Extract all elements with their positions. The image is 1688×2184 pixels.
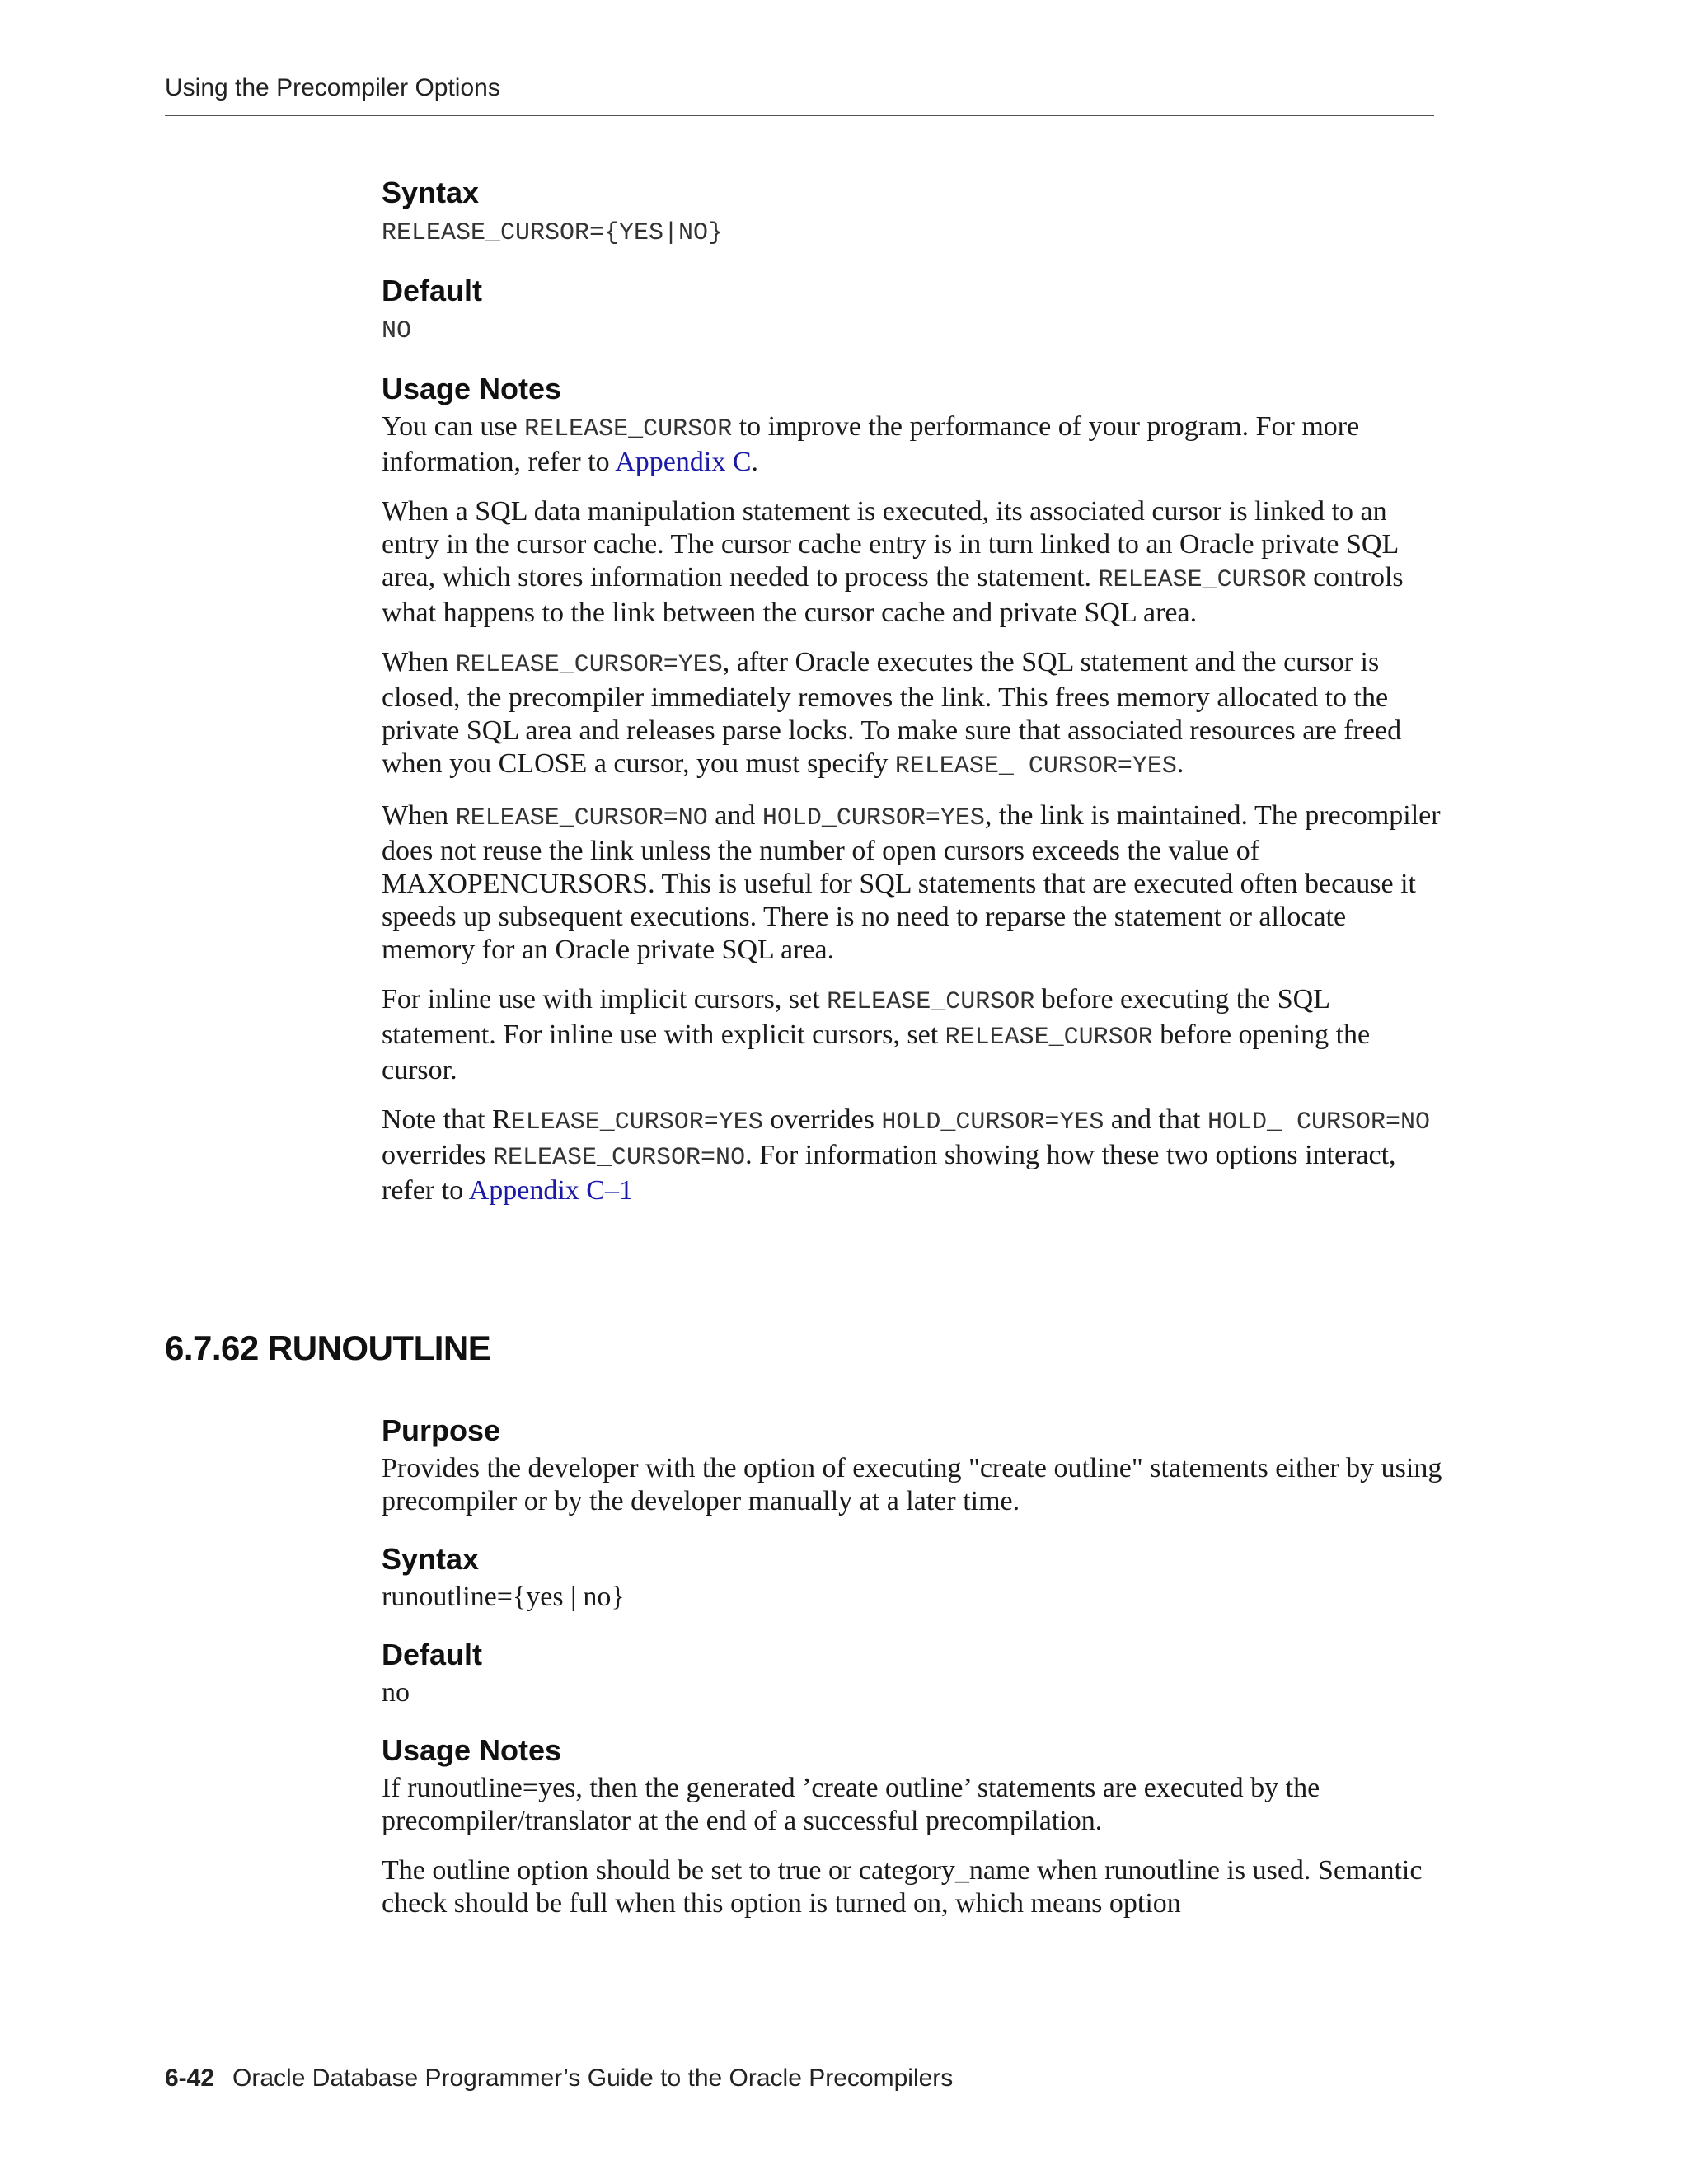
running-header: Using the Precompiler Options bbox=[165, 74, 500, 101]
usage-paragraph-5 bbox=[382, 983, 1445, 1087]
text: When bbox=[382, 647, 456, 677]
syntax-value: runoutline={yes | no} bbox=[382, 1582, 625, 1612]
purpose-text: Provides the developer with the option of executing "create outline" statements either by using precompiler or by the developer manually at a later time. bbox=[382, 1453, 1442, 1516]
code: RELEASE_CURSOR=YES bbox=[455, 651, 723, 679]
text: Note that R bbox=[382, 1104, 511, 1135]
usage-paragraph-1: If runoutline=yes, then the generated ’create outline’ statements are executed by the precompiler/translator at the end of a successful precompilation. bbox=[382, 1773, 1320, 1836]
runoutline-section bbox=[382, 1409, 1445, 1937]
text: and that bbox=[1104, 1104, 1207, 1135]
text: before opening the cursor. bbox=[382, 1019, 1371, 1085]
usage-paragraph-6 bbox=[382, 1104, 1445, 1207]
appendix-c1-link[interactable]: Appendix C–1 bbox=[468, 1175, 633, 1206]
default-heading: Default bbox=[382, 1638, 483, 1671]
book-title: Oracle Database Programmer’s Guide to the Oracle Precompilers bbox=[232, 2064, 954, 2092]
default-block bbox=[382, 1633, 1445, 1709]
usage-notes-block bbox=[382, 1729, 1445, 1920]
purpose-block bbox=[382, 1409, 1445, 1518]
syntax-heading: Syntax bbox=[382, 176, 480, 209]
code: RELEASE_ CURSOR=YES bbox=[894, 752, 1177, 780]
syntax-block bbox=[382, 171, 1445, 250]
usage-notes-heading: Usage Notes bbox=[382, 1733, 562, 1767]
text: When bbox=[382, 800, 456, 831]
usage-notes-heading: Usage Notes bbox=[382, 372, 562, 405]
code: HOLD_CURSOR=YES bbox=[881, 1108, 1104, 1137]
text: to improve the performance of your program. For more information, refer to bbox=[382, 411, 1360, 477]
text: . For information showing how these two options interact, refer to bbox=[382, 1140, 1396, 1206]
text: For inline use with implicit cursors, set bbox=[382, 984, 828, 1015]
code: HOLD_CURSOR=YES bbox=[762, 804, 985, 832]
header-rule bbox=[165, 115, 1434, 116]
runoutline-heading: 6.7.62 RUNOUTLINE bbox=[165, 1329, 491, 1367]
default-value: NO bbox=[382, 317, 412, 345]
usage-paragraph-2 bbox=[382, 495, 1445, 630]
appendix-c-link[interactable]: Appendix C bbox=[615, 447, 752, 477]
code: HOLD_ CURSOR=NO bbox=[1207, 1108, 1431, 1137]
text: controls what happens to the link between the cursor cache and private SQL area. bbox=[382, 562, 1404, 628]
usage-paragraph-2: The outline option should be set to true or category_name when runoutline is used. Semantic check should be full when this option is turned on, which means option bbox=[382, 1855, 1423, 1919]
syntax-value: RELEASE_CURSOR={YES|NO} bbox=[382, 219, 724, 247]
text: and bbox=[707, 800, 762, 831]
code: RELEASE_CURSOR bbox=[827, 988, 1035, 1016]
default-heading: Default bbox=[382, 274, 483, 307]
release-cursor-section bbox=[382, 171, 1445, 1224]
code: RELEASE_CURSOR bbox=[1098, 566, 1306, 594]
default-block bbox=[382, 269, 1445, 348]
usage-notes-block bbox=[382, 368, 1445, 1207]
syntax-heading: Syntax bbox=[382, 1542, 480, 1576]
purpose-heading: Purpose bbox=[382, 1413, 501, 1447]
code: RELEASE_CURSOR bbox=[524, 415, 733, 443]
usage-paragraph-3 bbox=[382, 646, 1445, 783]
default-value: no bbox=[382, 1677, 410, 1708]
text: overrides bbox=[762, 1104, 882, 1135]
text: You can use bbox=[382, 411, 525, 442]
usage-paragraph-1 bbox=[382, 410, 1445, 479]
text: . bbox=[751, 447, 759, 477]
code: ELEASE_CURSOR=YES bbox=[510, 1108, 763, 1137]
code: RELEASE_CURSOR bbox=[945, 1024, 1153, 1052]
text: overrides bbox=[382, 1140, 494, 1170]
text: before executing the SQL statement. For inline use with explicit cursors, set bbox=[382, 984, 1329, 1050]
page-number: 6-42 bbox=[165, 2064, 215, 2092]
text: . bbox=[1176, 748, 1184, 779]
syntax-block bbox=[382, 1538, 1445, 1614]
page-footer bbox=[165, 2064, 953, 2093]
usage-paragraph-4 bbox=[382, 799, 1445, 967]
text: When a SQL data manipulation statement is executed, its associated cursor is linked to an entry in the cursor cache. The cursor cache entry is in turn linked to an Oracle private SQL area, which stores information needed to process the statement. bbox=[382, 496, 1398, 593]
code: RELEASE_CURSOR=NO bbox=[493, 1144, 746, 1172]
text: , after Oracle executes the SQL statement and the cursor is closed, the precompiler immediately removes the link. This frees memory allocated to the private SQL area and releases parse locks. To make sure that associated resources are freed when you CLOSE a cursor, you must specify bbox=[382, 647, 1402, 779]
text: , the link is maintained. The precompiler does not reuse the link unless the number of open cursors exceeds the value of MAXOPENCURSORS. This is useful for SQL statements that are executed often because it speeds up subsequent executions. There is no need to reparse the statement or allocate memory for an Oracle private SQL area. bbox=[382, 800, 1441, 965]
code: RELEASE_CURSOR=NO bbox=[455, 804, 708, 832]
